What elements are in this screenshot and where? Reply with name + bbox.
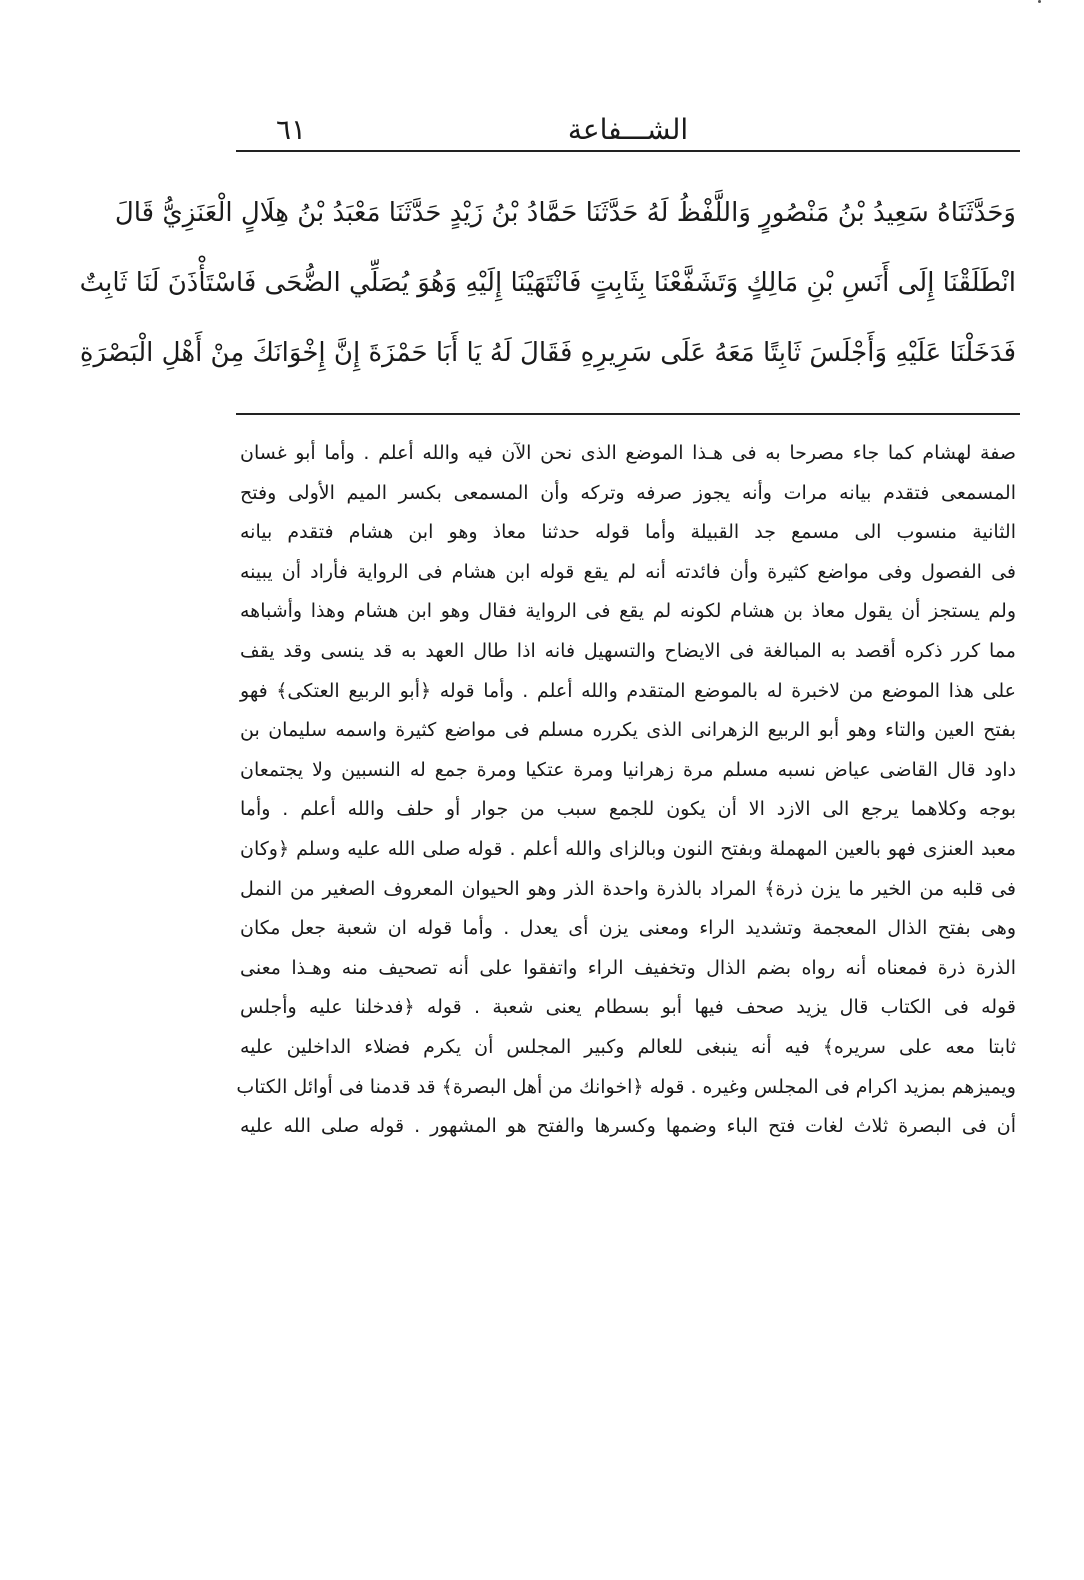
running-title: الشـــفاعة bbox=[567, 113, 689, 146]
commentary-text bbox=[236, 434, 1016, 1147]
commentary-line: مما كرر ذكره أقصد به المبالغة فى الايضاح والتسهيل فانه اذا طال العهد به قد ينسى وقد يقف bbox=[240, 639, 1016, 662]
commentary-line: قوله فى الكتاب قال يزيد صحف فيها أبو بسطام يعنى شعبة . قوله ﴿فدخلنا عليه وأجلس bbox=[240, 996, 1016, 1019]
page-header bbox=[238, 108, 1018, 152]
hadith-line: فَدَخَلْنَا عَلَيْهِ وَأَجْلَسَ ثَابِتًا مَعَهُ عَلَى سَرِيرِهِ فَقَالَ لَهُ يَا أَبَا حَمْزَةَ إِنَّ إِخْوَانَكَ مِنْ أَهْلِ الْبَصْرَةِ bbox=[79, 338, 1016, 368]
section-divider bbox=[236, 413, 1020, 415]
margin-speck bbox=[1038, 0, 1041, 3]
hadith-line: وَحَدَّثَنَاهُ سَعِيدُ بْنُ مَنْصُورٍ وَاللَّفْظُ لَهُ حَدَّثَنَا حَمَّادُ بْنُ زَيْدٍ حَدَّثَنَا مَعْبَدُ بْنُ هِلَالٍ الْعَنَزِيُّ قَالَ bbox=[114, 198, 1016, 228]
commentary-line: المسمعى فتقدم بيانه مرات وأنه يجوز صرفه وتركه وأن المسمعى بكسر الميم الأولى وفتح bbox=[240, 481, 1016, 504]
commentary-line: ثابتا معه على سريره﴾ فيه أنه ينبغى للعالم وكبير المجلس أن يكرم فضلاء الداخلين عليه bbox=[240, 1035, 1016, 1058]
commentary-line: على هذا الموضع من لاخبرة له بالموضع المتقدم والله أعلم . وأما قوله ﴿أبو الربيع العتكى﴾ فهو bbox=[240, 679, 1016, 702]
hadith-text bbox=[79, 178, 1016, 388]
commentary-line: بفتح العين والتاء وهو أبو الربيع الزهرانى الذى يكرره مسلم فى مواضع كثيرة واسمه سليمان بن bbox=[240, 719, 1016, 742]
commentary-line: فى قلبه من الخير ما يزن ذرة﴾ المراد بالذرة واحدة الذر وهو الحيوان المعروف الصغير من النمل bbox=[240, 877, 1016, 900]
header-rule bbox=[236, 150, 1020, 152]
commentary-line: أن فى البصرة ثلاث لغات فتح الباء وضمها وكسرها والفتح هو المشهور . قوله صلى الله عليه bbox=[240, 1115, 1016, 1138]
commentary-line: ويميزهم بمزيد اكرام فى المجلس وغيره . قوله ﴿اخوانك من أهل البصرة﴾ قد قدمنا فى أوائل الكتاب bbox=[236, 1075, 1016, 1098]
commentary-line: الثانية منسوب الى مسمع جد القبيلة وأما قوله حدثنا معاذ وهو ابن هشام فتقدم بيانه bbox=[240, 521, 1016, 544]
commentary-line: فى الفصول وفى مواضع كثيرة وأن فائدته أنه لم يقع قوله ابن هشام فى الرواية فأراد أن يبينه bbox=[240, 560, 1016, 583]
hadith-line: انْطَلَقْنَا إِلَى أَنَسِ بْنِ مَالِكٍ وَتَشَفَّعْنَا بِثَابِتٍ فَانْتَهَيْنَا إِلَيْهِ وَهُوَ يُصَلِّي الضُّحَى فَاسْتَأْذَنَ لَنَا ثَابِتٌ bbox=[79, 268, 1016, 298]
commentary-line: وهى بفتح الذال المعجمة وتشديد الراء ومعنى يزن أى يعدل . وأما قوله ان شعبة جعل مكان bbox=[240, 917, 1016, 940]
commentary-line: بوجه وكلاهما يرجع الى الازد الا أن يكون للجمع سبب من جوار أو حلف والله أعلم . وأما bbox=[240, 798, 1016, 821]
commentary-line: صفة لهشام كما جاء مصرحا به فى هـذا الموضع الذى نحن الآن فيه والله أعلم . وأما أبو غسان bbox=[240, 442, 1016, 464]
commentary-line: الذرة ذرة فمعناه أنه رواه بضم الذال وتخفيف الراء واتفقوا على أنه تصحيف منه وهـذا معنى bbox=[240, 956, 1016, 979]
commentary-line: معبد العنزى فهو بالعين المهملة وبفتح النون وبالزاى والله أعلم . قوله صلى الله عليه وسلم ﴿وكان bbox=[240, 837, 1016, 860]
commentary-line: ولم يستجز أن يقول معاذ بن هشام لكونه لم يقع فى الرواية فقال وهو ابن هشام وهذا وأشباهه bbox=[240, 600, 1016, 623]
commentary-line: داود قال القاضى عياض نسبه مسلم مرة زهرانيا ومرة عتكيا ومرة جمع له النسبين ولا يجتمعان bbox=[240, 758, 1016, 781]
page-number: ٦١ bbox=[276, 113, 307, 146]
